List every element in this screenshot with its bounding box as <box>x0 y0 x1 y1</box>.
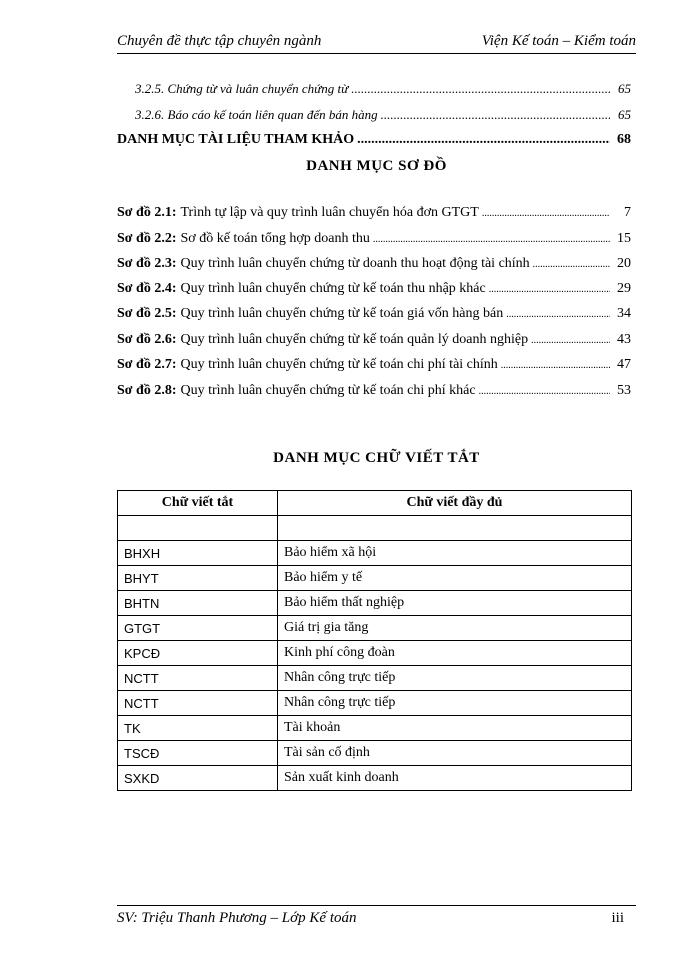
diagram-code: Sơ đồ 2.2: <box>117 231 177 246</box>
diagram-entry <box>117 231 631 247</box>
table-row <box>118 591 632 616</box>
diagram-entry <box>117 306 631 322</box>
diagram-text: Sơ đồ kế toán tổng hợp doanh thu <box>180 231 370 246</box>
diagram-entry <box>117 205 631 221</box>
full-form-cell: Kinh phí công đoàn <box>278 641 632 666</box>
toc-leader-dots <box>506 309 610 320</box>
abbreviation-cell: BHXH <box>118 541 278 566</box>
diagram-text: Quy trình luân chuyển chứng từ kế toán chi phí tài chính <box>180 357 498 372</box>
toc-leader-dots <box>479 386 610 397</box>
table-row <box>118 666 632 691</box>
abbreviation-cell: BHYT <box>118 566 278 591</box>
table-row <box>118 541 632 566</box>
diagram-page: 43 <box>617 332 631 347</box>
toc-leader-dots <box>351 81 610 97</box>
header-right-text: Viện Kế toán – Kiểm toán <box>481 33 636 49</box>
diagram-text: Quy trình luân chuyển chứng từ kế toán quản lý doanh nghiệp <box>180 332 529 347</box>
diagram-code: Sơ đồ 2.6: <box>117 332 177 347</box>
abbreviation-list-title: DANH MỤC CHỮ VIẾT TẮT <box>273 450 480 466</box>
diagram-code: Sơ đồ 2.3: <box>117 256 177 271</box>
full-form-cell: Tài khoản <box>278 716 632 741</box>
diagram-text: Quy trình luân chuyển chứng từ kế toán giá vốn hàng bán <box>180 306 504 321</box>
toc-entry-references <box>117 132 631 148</box>
abbreviation-cell: TK <box>118 716 278 741</box>
full-form-cell: Sản xuất kinh doanh <box>278 766 632 791</box>
diagram-page: 34 <box>617 306 631 321</box>
diagram-page: 53 <box>617 383 631 398</box>
full-form-cell: Giá trị gia tăng <box>278 616 632 641</box>
diagram-code: Sơ đồ 2.4: <box>117 281 177 296</box>
toc-entry <box>135 81 631 97</box>
toc-leader-dots <box>533 259 610 270</box>
full-form-cell: Tài sản cố định <box>278 741 632 766</box>
abbreviation-cell: BHTN <box>118 591 278 616</box>
page-number: iii <box>611 910 624 926</box>
toc-entry-page: 65 <box>618 81 631 96</box>
full-form-cell: Bảo hiểm xã hội <box>278 541 632 566</box>
diagram-code: Sơ đồ 2.7: <box>117 357 177 372</box>
table-row <box>118 516 632 541</box>
table-row <box>118 566 632 591</box>
abbreviation-cell: GTGT <box>118 616 278 641</box>
toc-entry-page: 68 <box>617 132 631 147</box>
abbreviation-table <box>117 490 632 791</box>
full-form-cell <box>278 516 632 541</box>
diagram-entry <box>117 281 631 297</box>
page-header <box>117 31 636 54</box>
table-row <box>118 741 632 766</box>
full-form-cell: Nhân công trực tiếp <box>278 691 632 716</box>
diagram-page: 29 <box>617 281 631 296</box>
diagram-page: 15 <box>617 231 631 246</box>
toc-leader-dots <box>489 284 610 295</box>
table-row <box>118 766 632 791</box>
diagram-page: 20 <box>617 256 631 271</box>
diagram-entry <box>117 332 631 348</box>
toc-leader-dots <box>357 132 610 148</box>
toc-entry-label: 3.2.6. Báo cáo kế toán liên quan đến bán hàng <box>135 107 378 122</box>
abbreviation-cell: NCTT <box>118 691 278 716</box>
diagram-code: Sơ đồ 2.5: <box>117 306 177 321</box>
full-form-cell: Bảo hiểm thất nghiệp <box>278 591 632 616</box>
abbreviation-cell <box>118 516 278 541</box>
diagram-entry <box>117 256 631 272</box>
abbreviation-cell: TSCĐ <box>118 741 278 766</box>
column-header-abbreviation: Chữ viết tắt <box>118 491 278 516</box>
full-form-cell: Nhân công trực tiếp <box>278 666 632 691</box>
table-row <box>118 691 632 716</box>
diagram-list-title: DANH MỤC SƠ ĐỒ <box>306 158 447 174</box>
footer-author-text: SV: Triệu Thanh Phương – Lớp Kế toán <box>117 910 357 926</box>
table-row <box>118 616 632 641</box>
toc-entry-page: 65 <box>618 107 631 122</box>
toc-entry-label: DANH MỤC TÀI LIỆU THAM KHẢO <box>117 132 355 147</box>
toc-entry-label: 3.2.5. Chứng từ và luân chuyển chứng từ <box>135 81 349 96</box>
diagram-text: Quy trình luân chuyển chứng từ kế toán chi phí khác <box>180 383 476 398</box>
diagram-text: Quy trình luân chuyển chứng từ doanh thu hoạt động tài chính <box>180 256 530 271</box>
diagram-code: Sơ đồ 2.1: <box>117 205 177 220</box>
page-footer <box>117 905 636 930</box>
abbreviation-cell: SXKD <box>118 766 278 791</box>
diagram-code: Sơ đồ 2.8: <box>117 383 177 398</box>
abbreviation-cell: NCTT <box>118 666 278 691</box>
diagram-text: Trình tự lập và quy trình luân chuyển hóa đơn GTGT <box>180 205 479 220</box>
diagram-entry <box>117 383 631 399</box>
abbreviation-cell: KPCĐ <box>118 641 278 666</box>
column-header-full-form: Chữ viết đầy đủ <box>278 491 632 516</box>
diagram-page: 47 <box>617 357 631 372</box>
toc-leader-dots <box>381 107 610 123</box>
toc-leader-dots <box>531 335 610 346</box>
toc-leader-dots <box>373 234 610 245</box>
diagram-text: Quy trình luân chuyển chứng từ kế toán thu nhập khác <box>180 281 486 296</box>
full-form-cell: Bảo hiểm y tế <box>278 566 632 591</box>
toc-leader-dots <box>482 208 610 219</box>
header-left-text: Chuyên đề thực tập chuyên ngành <box>117 33 322 49</box>
table-header-row <box>118 491 632 516</box>
toc-entry <box>135 107 631 123</box>
diagram-entry <box>117 357 631 373</box>
toc-leader-dots <box>501 360 610 371</box>
table-row <box>118 716 632 741</box>
diagram-page: 7 <box>624 205 631 220</box>
table-row <box>118 641 632 666</box>
